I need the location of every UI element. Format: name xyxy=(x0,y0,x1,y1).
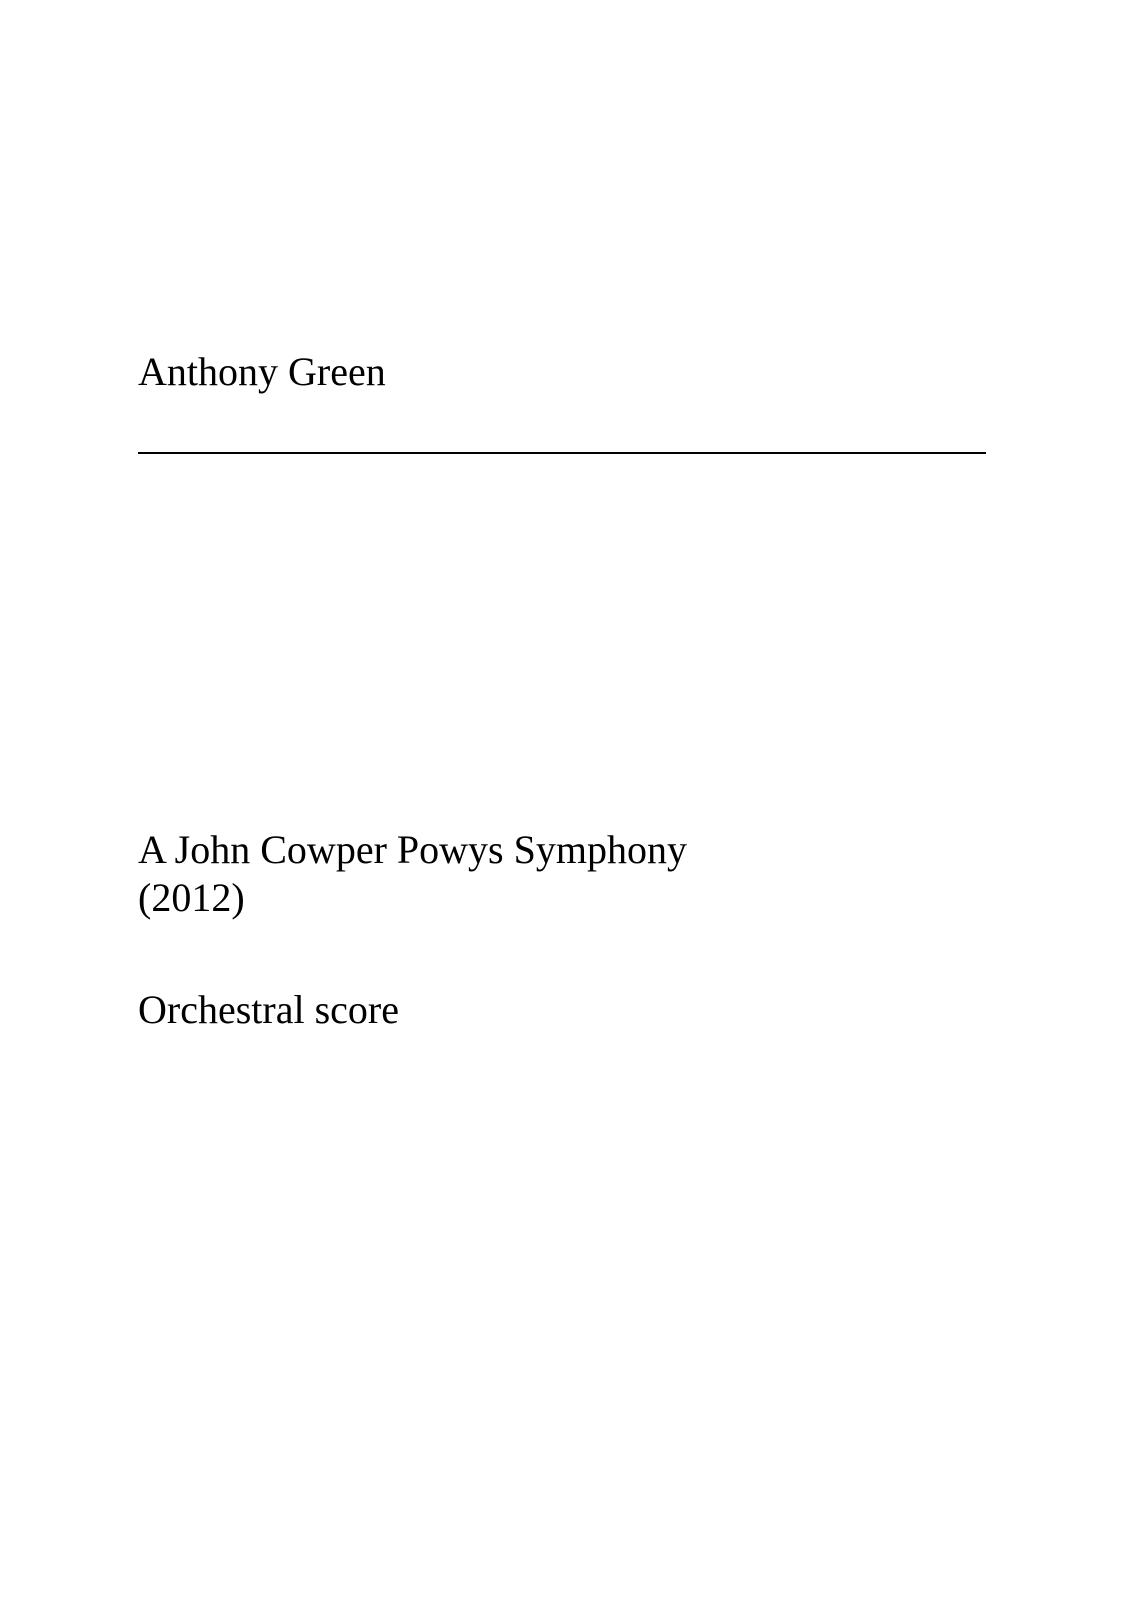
composer-name: Anthony Green xyxy=(138,349,386,394)
work-title: A John Cowper Powys Symphony xyxy=(138,827,687,872)
work-year: (2012) xyxy=(138,875,245,920)
score-type: Orchestral score xyxy=(138,987,399,1032)
work-title-block xyxy=(138,826,687,922)
horizontal-rule xyxy=(138,452,986,454)
